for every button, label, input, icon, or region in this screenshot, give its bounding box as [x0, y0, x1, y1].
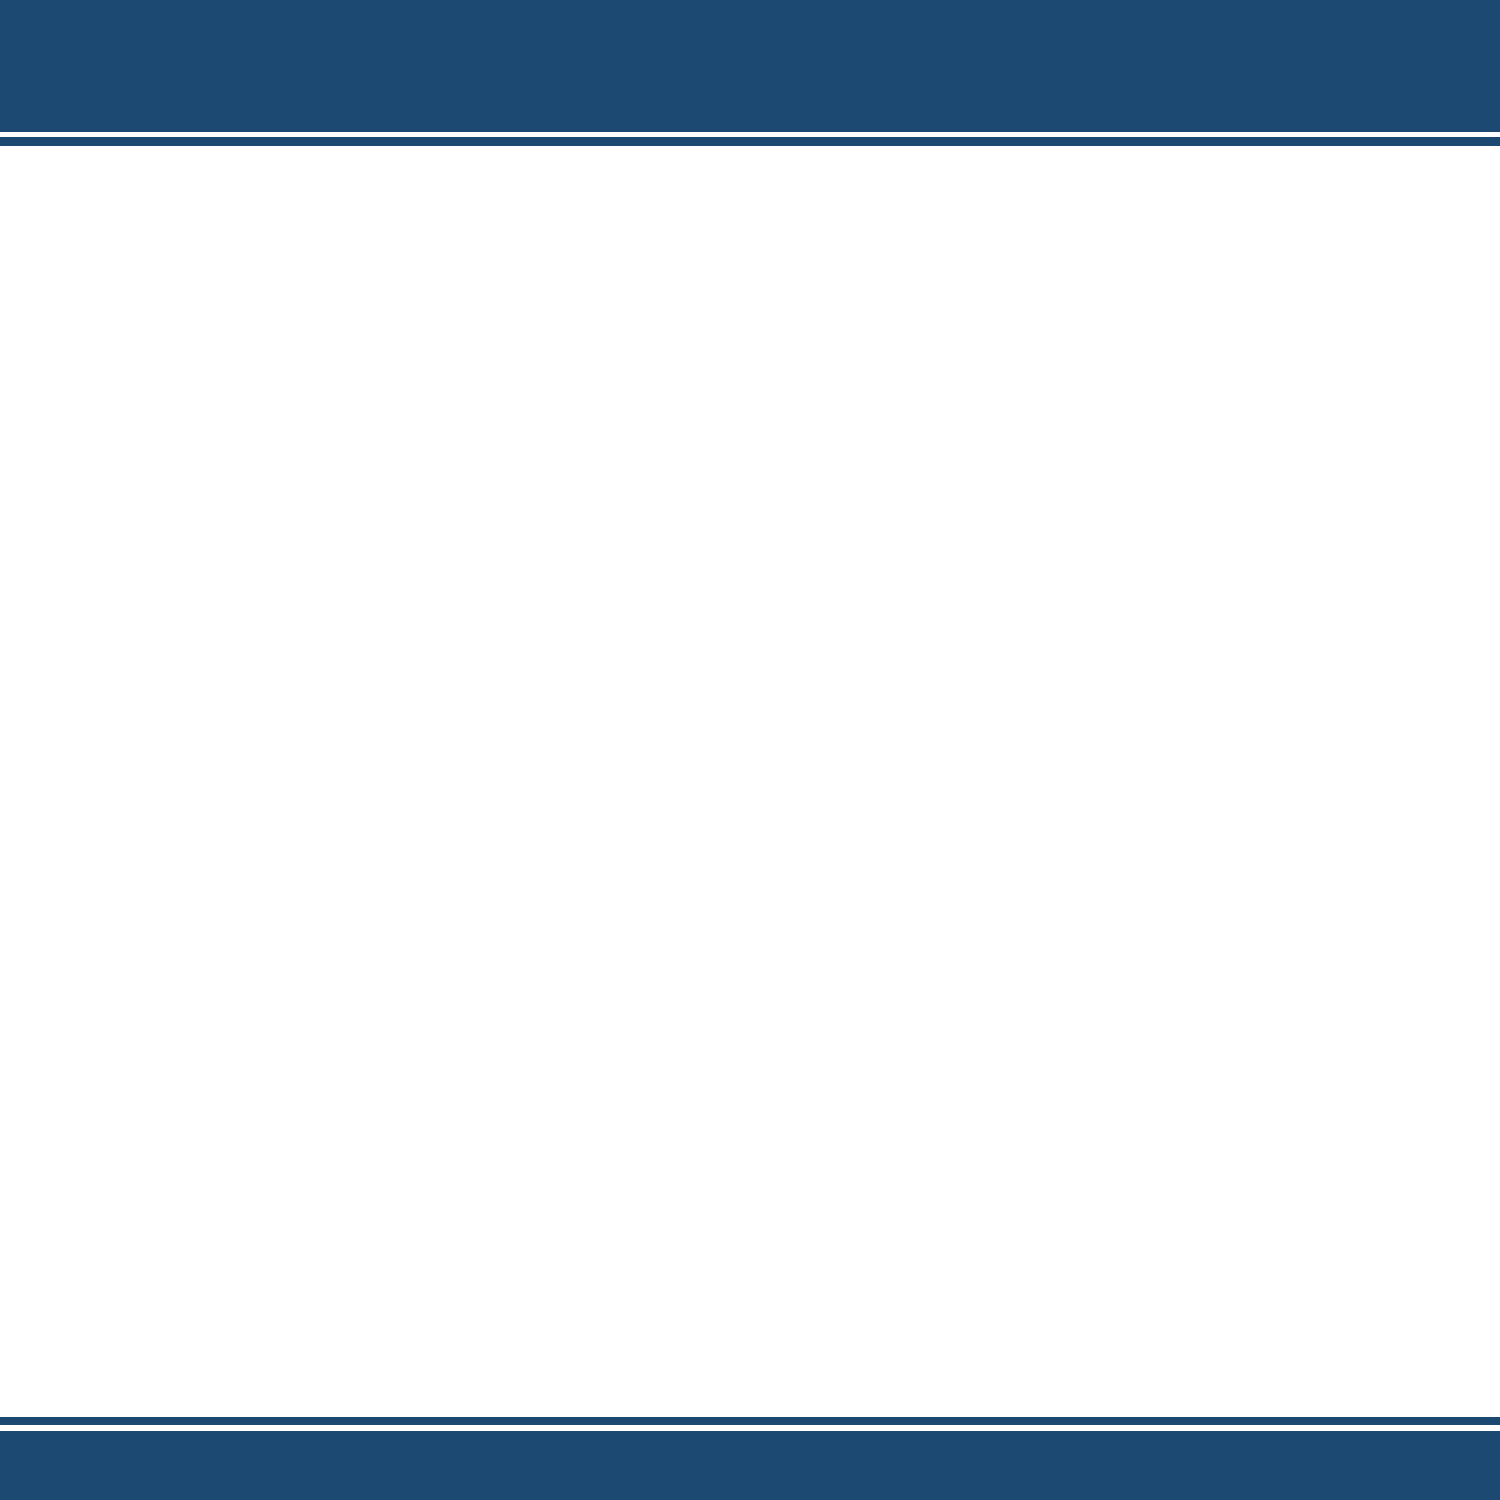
- title-band: [0, 0, 1500, 132]
- footer-band: [0, 1431, 1500, 1500]
- footer-separator-line: [0, 1417, 1500, 1425]
- title-separator-line: [0, 137, 1500, 146]
